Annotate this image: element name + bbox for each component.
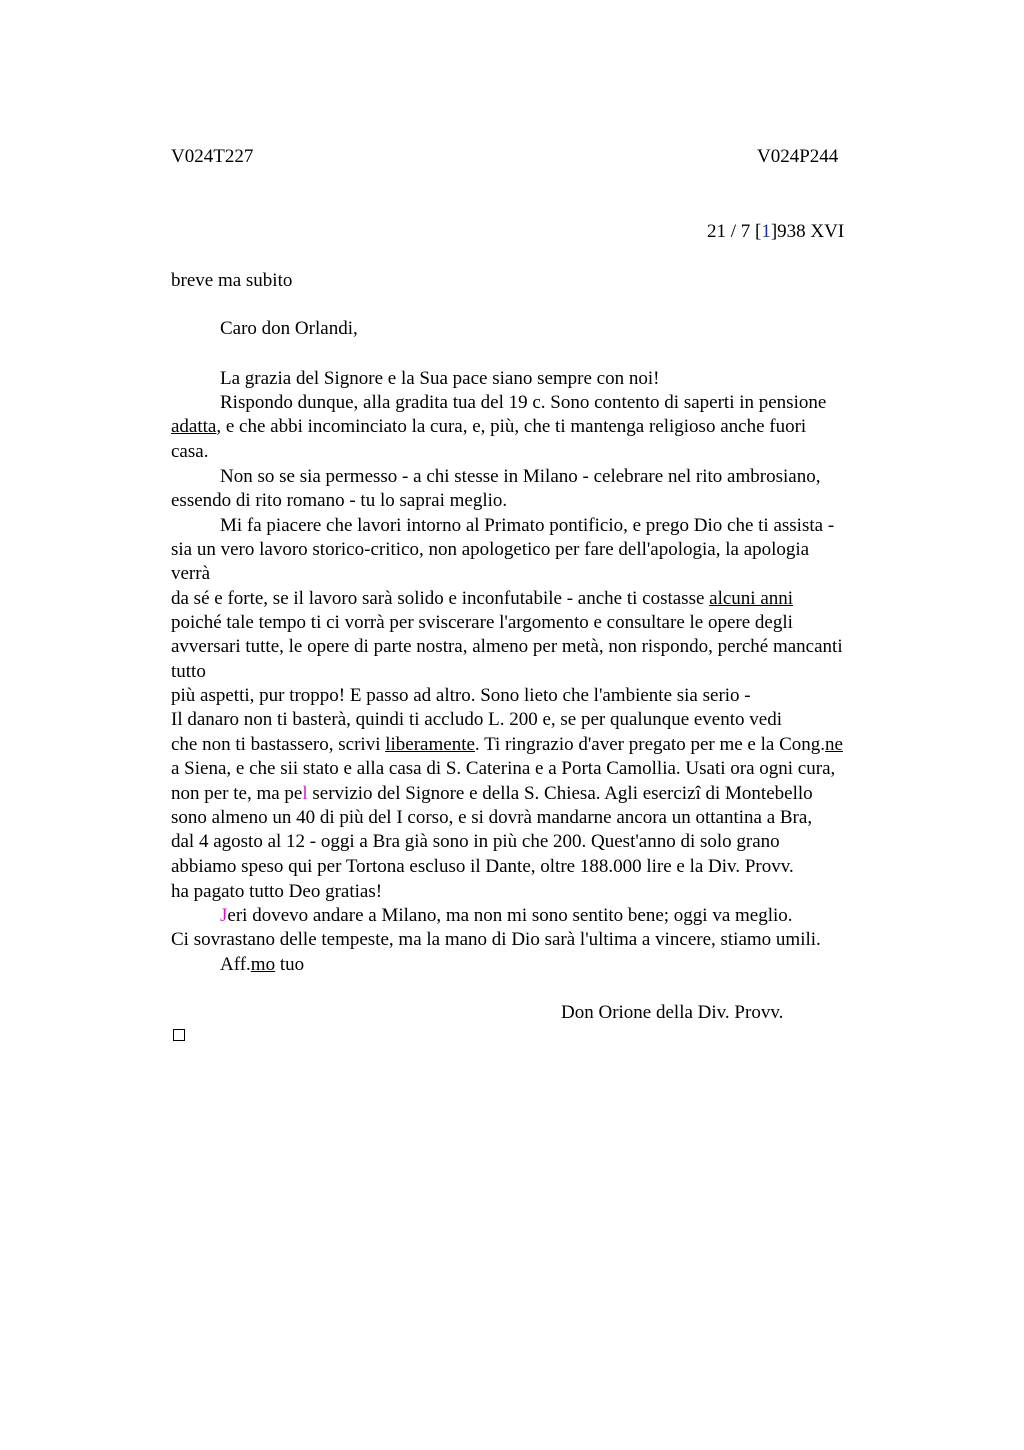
underlined-word: adatta: [171, 416, 217, 437]
body-text: tuo: [275, 954, 305, 975]
document-code-right: V024P244: [757, 146, 839, 167]
body-line: [171, 415, 806, 439]
body-text: , e che abbi incominciato la cura, e, più, che ti mantenga religioso anche fuori: [216, 416, 807, 437]
body-line: Non so se sia permesso - a chi stesse in Milano - celebrare nel rito ambrosiano,: [220, 466, 821, 487]
body-line: più aspetti, pur troppo! E passo ad altro. Sono lieto che l'ambiente sia serio -: [171, 685, 751, 706]
body-line: sia un vero lavoro storico-critico, non apologetico per fare dell'apologia, la apologia: [171, 539, 810, 560]
body-text: servizio del Signore e della S. Chiesa. Agli esercizi: [307, 783, 701, 804]
body-line: [171, 782, 813, 806]
checkbox-square-icon: [173, 1029, 185, 1041]
underlined-word: liberamente: [385, 734, 475, 755]
underlined-word: mo: [250, 954, 276, 975]
letter-salutation: Caro don Orlandi,: [220, 318, 358, 339]
body-line: Il danaro non ti basterà, quindi ti accludo L. 200 e, se per qualunque evento vedi: [171, 709, 782, 730]
body-line: [171, 733, 843, 757]
body-text: di Montebello: [700, 783, 813, 804]
body-line: poiché tale tempo ti ci vorrà per sviscerare l'argomento e consultare le opere degli: [171, 612, 793, 633]
underlined-word: ne: [825, 734, 843, 755]
underlined-word: alcuni anni: [709, 588, 794, 609]
body-line: sono almeno un 40 di più del I corso, e si dovrà mandarne ancora un ottantina a Bra,: [171, 807, 813, 828]
date-part-2: ]938 XVI: [770, 221, 845, 242]
correction-mark: l: [302, 783, 308, 804]
body-line: verrà: [171, 563, 211, 584]
body-line: casa.: [171, 441, 209, 462]
body-text: Aff.: [220, 954, 251, 975]
body-line: [220, 904, 793, 928]
date-part-1: 21 / 7 [: [707, 221, 762, 242]
body-line: Rispondo dunque, alla gradita tua del 19 c. Sono contento di saperti in pensione: [220, 392, 827, 413]
document-code-left: V024T227: [171, 146, 254, 167]
body-line: [171, 587, 793, 611]
body-line: dal 4 agosto al 12 - oggi a Bra già sono in più che 200. Quest'anno di solo grano: [171, 831, 780, 852]
body-text: non per te, ma pe: [171, 783, 303, 804]
date-bracket-digit: 1: [761, 221, 771, 242]
body-text: che non ti bastassero, scrivi: [171, 734, 386, 755]
body-line: a Siena, e che sii stato e alla casa di S. Caterina e a Porta Camollia. Usati ora ogni cura,: [171, 758, 836, 779]
body-text: eri dovevo andare a Milano, ma non mi sono sentito bene; oggi va meglio.: [227, 905, 793, 926]
correction-mark: J: [220, 905, 228, 926]
body-line: essendo di rito romano - tu lo saprai meglio.: [171, 490, 508, 511]
body-line: abbiamo speso qui per Tortona escluso il Dante, oltre 188.000 lire e la Div. Provv.: [171, 856, 794, 877]
letter-note: breve ma subito: [171, 270, 293, 291]
body-line: Ci sovrastano delle tempeste, ma la mano di Dio sarà l'ultima a vincere, stiamo umili.: [171, 929, 821, 950]
body-line: Mi fa piacere che lavori intorno al Primato pontificio, e prego Dio che ti assista -: [220, 515, 835, 536]
body-text: . Ti ringrazio d'aver pregato per me e la Cong.: [474, 734, 826, 755]
body-line: La grazia del Signore e la Sua pace siano sempre con noi!: [220, 368, 660, 389]
letter-date: [707, 221, 844, 243]
body-text: da sé e forte, se il lavoro sarà solido e inconfutabile - anche ti costasse: [171, 588, 710, 609]
body-line: tutto: [171, 661, 206, 682]
body-line: ha pagato tutto Deo gratias!: [171, 881, 383, 902]
letter-signature: Don Orione della Div. Provv.: [561, 1002, 784, 1023]
letter-closing: [220, 953, 304, 977]
body-line: avversari tutte, le opere di parte nostra, almeno per metà, non rispondo, perché mancanti: [171, 636, 843, 657]
